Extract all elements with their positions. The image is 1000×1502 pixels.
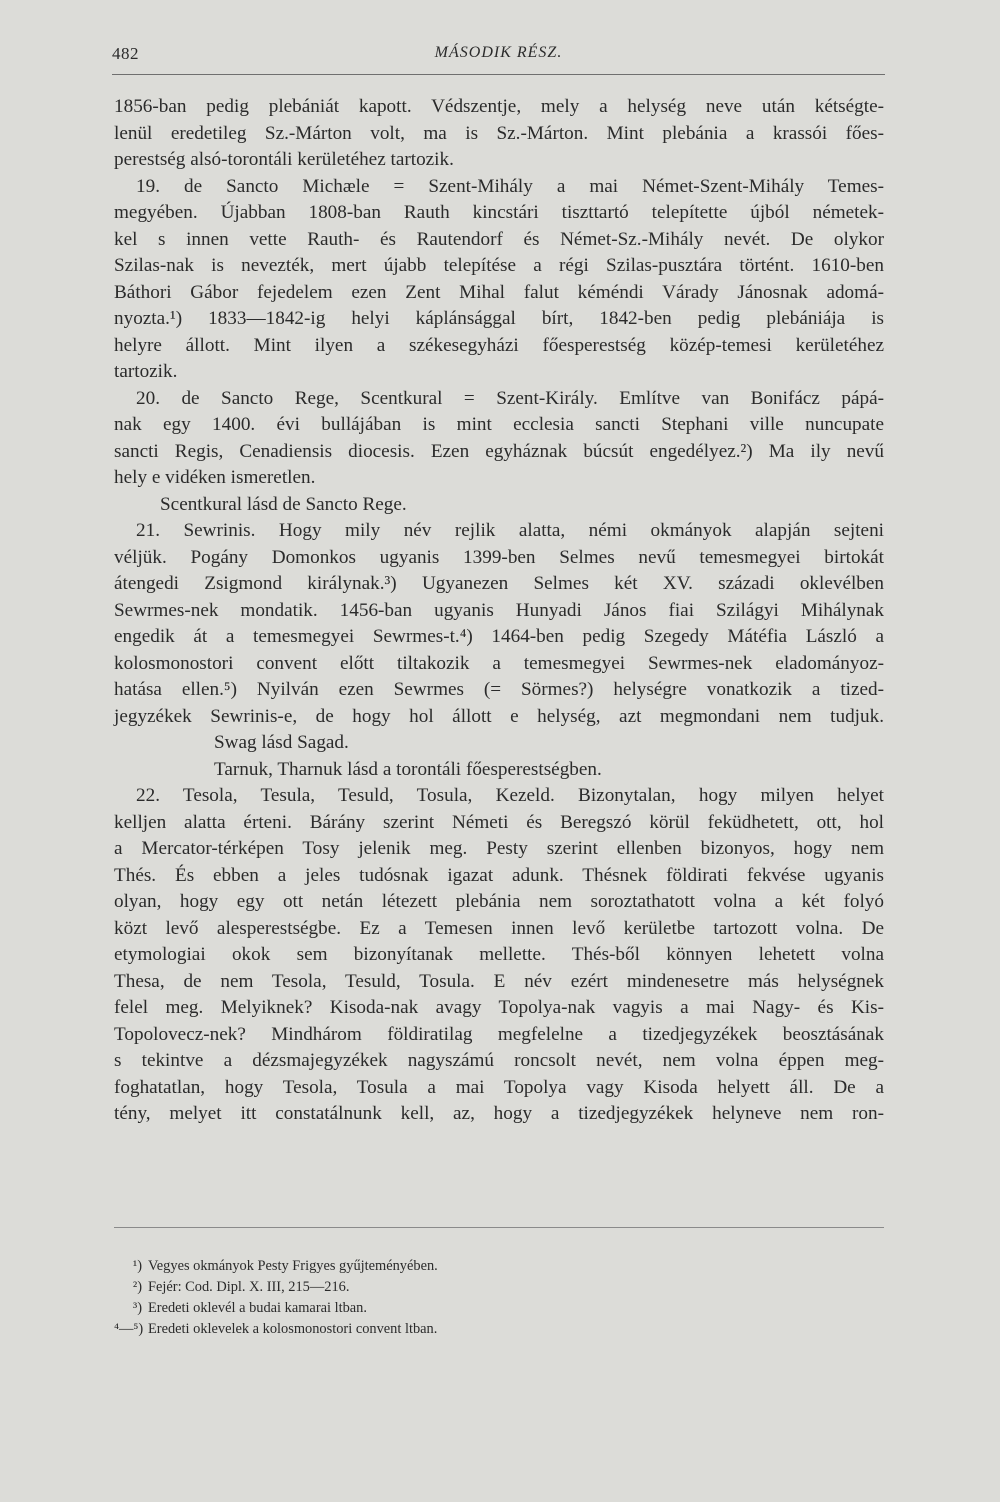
text-line: közt levő alesperestségbe. Ez a Temesen innen levő kerületbe tartozott volna. De (114, 917, 884, 939)
text-line: s tekintve a dézsmajegyzékek nagyszámú roncsolt nevét, nem volna éppen meg- (114, 1050, 884, 1071)
footnote (132, 1256, 848, 1277)
footnote (132, 1277, 848, 1298)
text-line: Thés. És ebben a jeles tudósnak igazat adunk. Thésnek földirati fekvése ugyanis (114, 864, 884, 886)
text-line: etymologiai okok sem bizonyítanak mellette. Thés-ből könnyen lehetett volna (114, 944, 884, 965)
text-line: helyre állott. Mint ilyen a székesegyházi főesperestség közép-temesi kerületéhez (114, 334, 884, 356)
footnote (114, 1319, 848, 1340)
footnote-marker: ⁴—⁵) (114, 1321, 144, 1337)
page-number: 482 (112, 44, 139, 63)
footnote-marker: ³) (132, 1300, 142, 1316)
footnote-text: Vegyes okmányok Pesty Frigyes gyűjteményében. (148, 1258, 438, 1274)
body-text (114, 94, 884, 1128)
text-line: 19. de Sancto Michæle = Szent-Mihály a mai Német-Szent-Mihály Temes- (136, 175, 884, 197)
text-line: Scentkural lásd de Sancto Rege. (160, 493, 407, 515)
text-line: Thesa, de nem Tesola, Tesuld, Tosula. E név ezért mindenesetre más helységnek (114, 970, 884, 992)
text-line: Szilas-nak is nevezték, mert újabb telepítése a régi Szilas-pusztára történt. 1610-ben (114, 255, 884, 276)
text-line: hatása ellen.⁵) Nyilván ezen Sewrmes (= Sörmes?) helységre vonatkozik a tized- (114, 679, 884, 700)
running-head: MÁSODIK RÉSZ. (434, 44, 563, 61)
footnote-text: Fejér: Cod. Dipl. X. III, 215—216. (148, 1279, 350, 1295)
text-line: kel s innen vette Rauth- és Rautendorf és Német-Sz.-Mihály nevét. De olykor (114, 228, 884, 250)
text-line: megyében. Újabban 1808-ban Rauth kincstári tiszttartó telepítette újból németek- (114, 202, 884, 223)
page-header (112, 44, 885, 75)
text-line: sancti Regis, Cenadiensis diocesis. Ezen egyháznak búcsút engedélyez.²) Ma ily nevű (114, 440, 884, 462)
text-line: jegyzékek Sewrinis-e, de hogy hol állott e helység, azt megmondani nem tudjuk. (114, 705, 884, 727)
text-line: Sewrmes-nek mondatik. 1456-ban ugyanis Hunyadi János fiai Szilágyi Mihálynak (114, 599, 884, 621)
footnote-text: Eredeti oklevél a budai kamarai ltban. (148, 1300, 367, 1316)
text-line: engedik át a temesmegyei Sewrmes-t.⁴) 1464-ben pedig Szegedy Mátéfia László a (114, 626, 884, 647)
text-line: 1856-ban pedig plebániát kapott. Védszentje, mely a helység neve után kétségte- (114, 96, 884, 117)
text-line: hely e vidéken ismeretlen. (114, 467, 316, 488)
footnotes (114, 1256, 848, 1340)
text-line: Báthori Gábor fejedelem ezen Zent Mihal falut kéméndi Várady Jánosnak adomá- (114, 281, 884, 303)
text-line: átengedi Zsigmond királynak.³) Ugyanezen Selmes két XV. századi oklevélben (114, 573, 884, 594)
text-line: felel meg. Melyiknek? Kisoda-nak avagy Topolya-nak vagyis a mai Nagy- és Kis- (114, 997, 884, 1018)
footnote-marker: ²) (132, 1279, 142, 1295)
text-line: foghatatlan, hogy Tesola, Tosula a mai Topolya vagy Kisoda helyett áll. De a (114, 1076, 884, 1098)
text-line: olyan, hogy egy ott netán létezett plebánia nem soroztathatott volna a két folyó (114, 891, 884, 912)
text-line: lenül eredetileg Sz.-Márton volt, ma is Sz.-Márton. Mint plebánia a krassói főes- (114, 122, 884, 144)
text-line: Swag lásd Sagad. (214, 732, 349, 753)
text-line: Topolovecz-nek? Mindhárom földiratilag megfelelne a tizedjegyzékek beosztásának (114, 1023, 884, 1045)
text-line: 21. Sewrinis. Hogy mily név rejlik alatta, némi okmányok alapján sejteni (136, 520, 884, 541)
text-line: 20. de Sancto Rege, Scentkural = Szent-Király. Említve van Bonifácz pápá- (136, 387, 884, 409)
text-line: kelljen alatta érteni. Bárány szerint Németi és Beregszó körül feküdhetett, ott, hol (114, 811, 884, 833)
text-line: tartozik. (114, 361, 178, 382)
text-line: a Mercator-térképen Tosy jelenik meg. Pesty szerint ellenben bizonyos, hogy nem (114, 838, 884, 859)
text-line: 22. Tesola, Tesula, Tesuld, Tosula, Kezeld. Bizonytalan, hogy milyen helyet (136, 785, 884, 806)
text-line: tény, melyet itt constatálnunk kell, az, hogy a tizedjegyzékek helyneve nem ron- (114, 1103, 884, 1124)
text-line: nyozta.¹) 1833—1842-ig helyi káplánsággal bírt, 1842-ben pedig plebániája is (114, 308, 884, 329)
text-line: kolosmonostori convent előtt tiltakozik a temesmegyei Sewrmes-nek eladományoz- (114, 652, 884, 674)
footnote (132, 1298, 848, 1319)
text-line: Tarnuk, Tharnuk lásd a torontáli főesperestségben. (214, 758, 602, 780)
footnote-divider (114, 1227, 884, 1228)
text-line: véljük. Pogány Domonkos ugyanis 1399-ben Selmes nevű temesmegyei birtokát (114, 546, 884, 568)
footnote-text: Eredeti oklevelek a kolosmonostori convent ltban. (148, 1321, 438, 1337)
text-line: nak egy 1400. évi bullájában is mint ecclesia sancti Stephani ville nuncupate (114, 414, 884, 435)
footnote-marker: ¹) (132, 1258, 142, 1274)
text-line: perestség alsó-torontáli kerületéhez tartozik. (114, 149, 454, 170)
